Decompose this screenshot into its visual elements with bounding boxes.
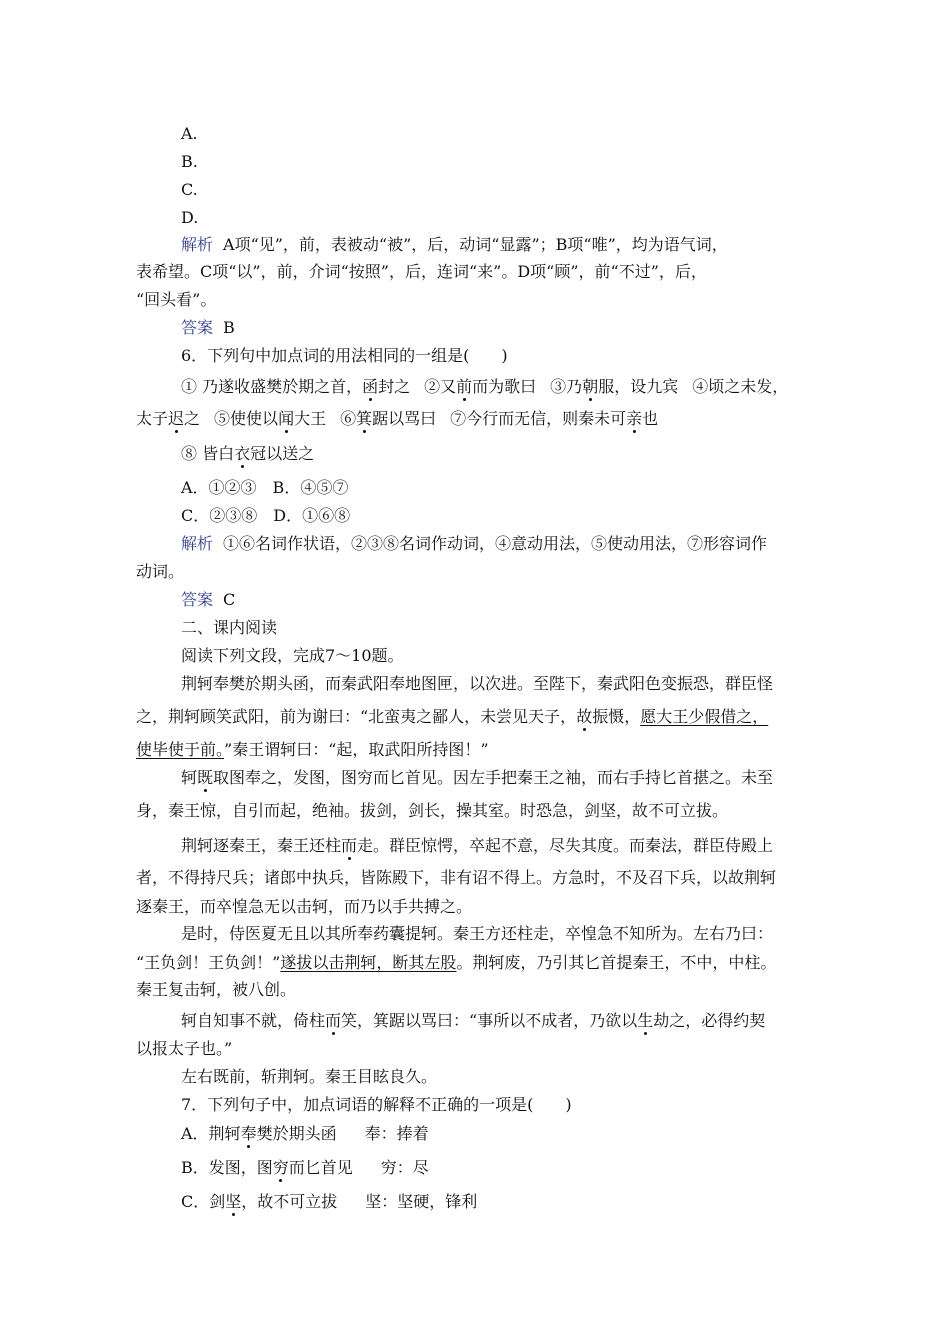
text-run: 封之 [378, 377, 411, 396]
dotted-word: 奉 [240, 1124, 257, 1143]
text-run: C [223, 590, 236, 609]
dotted-word: 闻 [278, 409, 295, 428]
text-run: 之，荆轲顾笑武阳，前为谢曰：“北蛮夷之鄙人，未尝见天子， [136, 707, 577, 726]
answer-label: 答案 [181, 590, 214, 609]
text-run: ⑦今行而无信，则秦未可 [450, 409, 627, 428]
q6-stem: 6．下列句中加点词的用法相同的一组是( ) [181, 346, 508, 365]
dotted-word: 迟 [168, 409, 185, 428]
dotted-word: 既 [197, 768, 214, 787]
text-run: 轲 [181, 768, 198, 787]
text-run: 劫之，必得约契 [653, 1011, 766, 1030]
q5-option-d: D. [181, 208, 199, 227]
text-run: ⑧ 皆白 [181, 444, 235, 463]
text-run: B [223, 318, 235, 337]
text-run: 冠以送之 [250, 444, 315, 463]
dotted-word: 箕 [356, 409, 373, 428]
dotted-word: 故 [576, 707, 593, 726]
dotted-word: 函 [362, 377, 379, 396]
q5-explanation-line: 表希望。C项“以”，前，介词“按照”，后，连词“来”。D项“顾”，前“不过”，后， [136, 262, 707, 281]
dotted-word: 穷 [272, 1158, 289, 1177]
explanation-label: 解析 [181, 534, 214, 553]
passage-line: 荆轲奉樊於期头函，而秦武阳奉地图匣，以次进。至陛下，秦武阳色变振恐，群臣怪 [181, 674, 774, 693]
dotted-word: 而 [341, 836, 358, 855]
q7-option-a [181, 1124, 826, 1144]
explanation-label: 解析 [181, 235, 214, 254]
q6-items-line [136, 409, 826, 429]
q6-answer [181, 590, 826, 610]
passage-line [181, 1011, 826, 1031]
text-run: 穷：尽 [380, 1158, 429, 1177]
passage-line [136, 740, 826, 760]
text-run: 笑，箕踞以骂曰：“事所以不成者，乃欲以 [341, 1011, 638, 1030]
text-run: ④顷之未发， [692, 377, 789, 396]
passage-line: 逐秦王，而卒惶急无以击轲，而乃以手共搏之。 [136, 897, 473, 916]
passage-line: 左右既前，斩荆轲。秦王目眩良久。 [181, 1067, 438, 1086]
q6-options-cd: C．②③⑧ D．①⑥⑧ [181, 506, 351, 525]
text-run: 轲自知事不就，倚柱 [181, 1011, 326, 1030]
text-run: 奉：捧着 [364, 1124, 429, 1143]
text-run: ②又 [424, 377, 457, 396]
text-run: ③乃 [550, 377, 583, 396]
text-run: 。荆轲废，乃引其匕首提秦王，不中，中柱。 [456, 953, 777, 972]
q6-items-line [181, 377, 826, 397]
text-run: 大王 [294, 409, 327, 428]
text-run: 走。群臣惊愕，卒起不意，尽失其度。而秦法，群臣侍殿上 [357, 836, 774, 855]
text-run: 也 [642, 409, 659, 428]
q6-options-ab: A．①②③ B．④⑤⑦ [181, 478, 349, 497]
answer-label: 答案 [181, 318, 214, 337]
q5-answer [181, 318, 826, 338]
underlined-sentence: 遂拔以击荆轲，断其左股 [280, 953, 457, 972]
q6-items-line [181, 444, 826, 464]
text-run: ，故不可立拔 [241, 1192, 338, 1211]
passage-line: 以报太子也。” [136, 1039, 233, 1058]
passage-line [181, 836, 826, 856]
passage-line: 是时，侍医夏无且以其所奉药囊提轲。秦王方还柱走，卒惶急不知所为。左右乃曰： [181, 924, 774, 943]
text-run: 之 [184, 409, 201, 428]
q5-option-c: C. [181, 180, 198, 199]
section-heading: 二、课内阅读 [181, 618, 278, 637]
text-run: 振慑， [592, 707, 641, 726]
section-instruction: 阅读下列文段，完成7～10题。 [181, 646, 404, 665]
dotted-word: 而 [325, 1011, 342, 1030]
text-run: C．剑 [181, 1192, 226, 1211]
text-run: 服，设九宾 [598, 377, 679, 396]
text-run: ⑤使使以 [214, 409, 279, 428]
dotted-word: 生 [637, 1011, 654, 1030]
dotted-word: 衣 [234, 444, 251, 463]
q7-option-b [181, 1158, 826, 1178]
q7-option-c [181, 1192, 826, 1212]
passage-line: 秦王复击轲，被八创。 [136, 980, 297, 999]
text-run: ① 乃遂收盛樊於期之首， [181, 377, 363, 396]
passage-line [136, 953, 826, 973]
q5-explanation-line [181, 235, 826, 255]
q7-stem: 7．下列句子中，加点词语的解释不正确的一项是( ) [181, 1095, 572, 1114]
q5-option-a: A. [181, 124, 198, 143]
text-run: 取图奉之，发图，图穷而匕首见。因左手把秦王之袖，而右手持匕首揕之。未至 [213, 768, 774, 787]
dotted-word: 亲 [626, 409, 643, 428]
underlined-sentence: 愿大王少假借之， [640, 707, 769, 726]
text-run: 樊於期头函 [256, 1124, 337, 1143]
q5-option-b: B. [181, 152, 198, 171]
underlined-sentence: 使毕使于前。 [136, 740, 225, 759]
q5-explanation-line: “回头看”。 [136, 290, 217, 309]
passage-line: 身，秦王惊，自引而起，绝袖。拔剑，剑长，操其室。时恐急，剑坚，故不可立拔。 [136, 801, 729, 820]
text-run: 而为歌曰 [472, 377, 537, 396]
text-run: 踞以骂曰 [372, 409, 437, 428]
q6-explanation-line [181, 534, 826, 554]
text-run: “王负剑！王负剑！” [136, 953, 281, 972]
passage-line: 者，不得持尺兵；诸郎中执兵，皆陈殿下，非有诏不得上。方急时，不及召下兵，以故荆轲 [136, 868, 777, 887]
text-run: B．发图，图 [181, 1158, 273, 1177]
passage-line [136, 707, 826, 727]
text-run: A项“见”，前，表被动“被”，后，动词“显露”；B项“唯”，均为语气词， [223, 235, 728, 254]
text-run: 而匕首见 [288, 1158, 353, 1177]
text-run: 太子 [136, 409, 169, 428]
text-run: A．荆轲 [181, 1124, 241, 1143]
text-run: 坚：坚硬，锋利 [365, 1192, 478, 1211]
dotted-word: 朝 [582, 377, 599, 396]
q6-explanation-line: 动词。 [136, 562, 185, 581]
text-run: ”秦王谓轲曰：“起，取武阳所持图！” [224, 740, 489, 759]
text-run: ①⑥名词作状语，②③⑧名词作动词，④意动用法，⑤使动用法，⑦形容词作 [223, 534, 768, 553]
dotted-word: 前 [456, 377, 473, 396]
passage-line [181, 768, 826, 788]
dotted-word: 坚 [225, 1192, 242, 1211]
text-run: ⑥ [340, 409, 357, 428]
text-run: 荆轲逐秦王，秦王还柱 [181, 836, 342, 855]
